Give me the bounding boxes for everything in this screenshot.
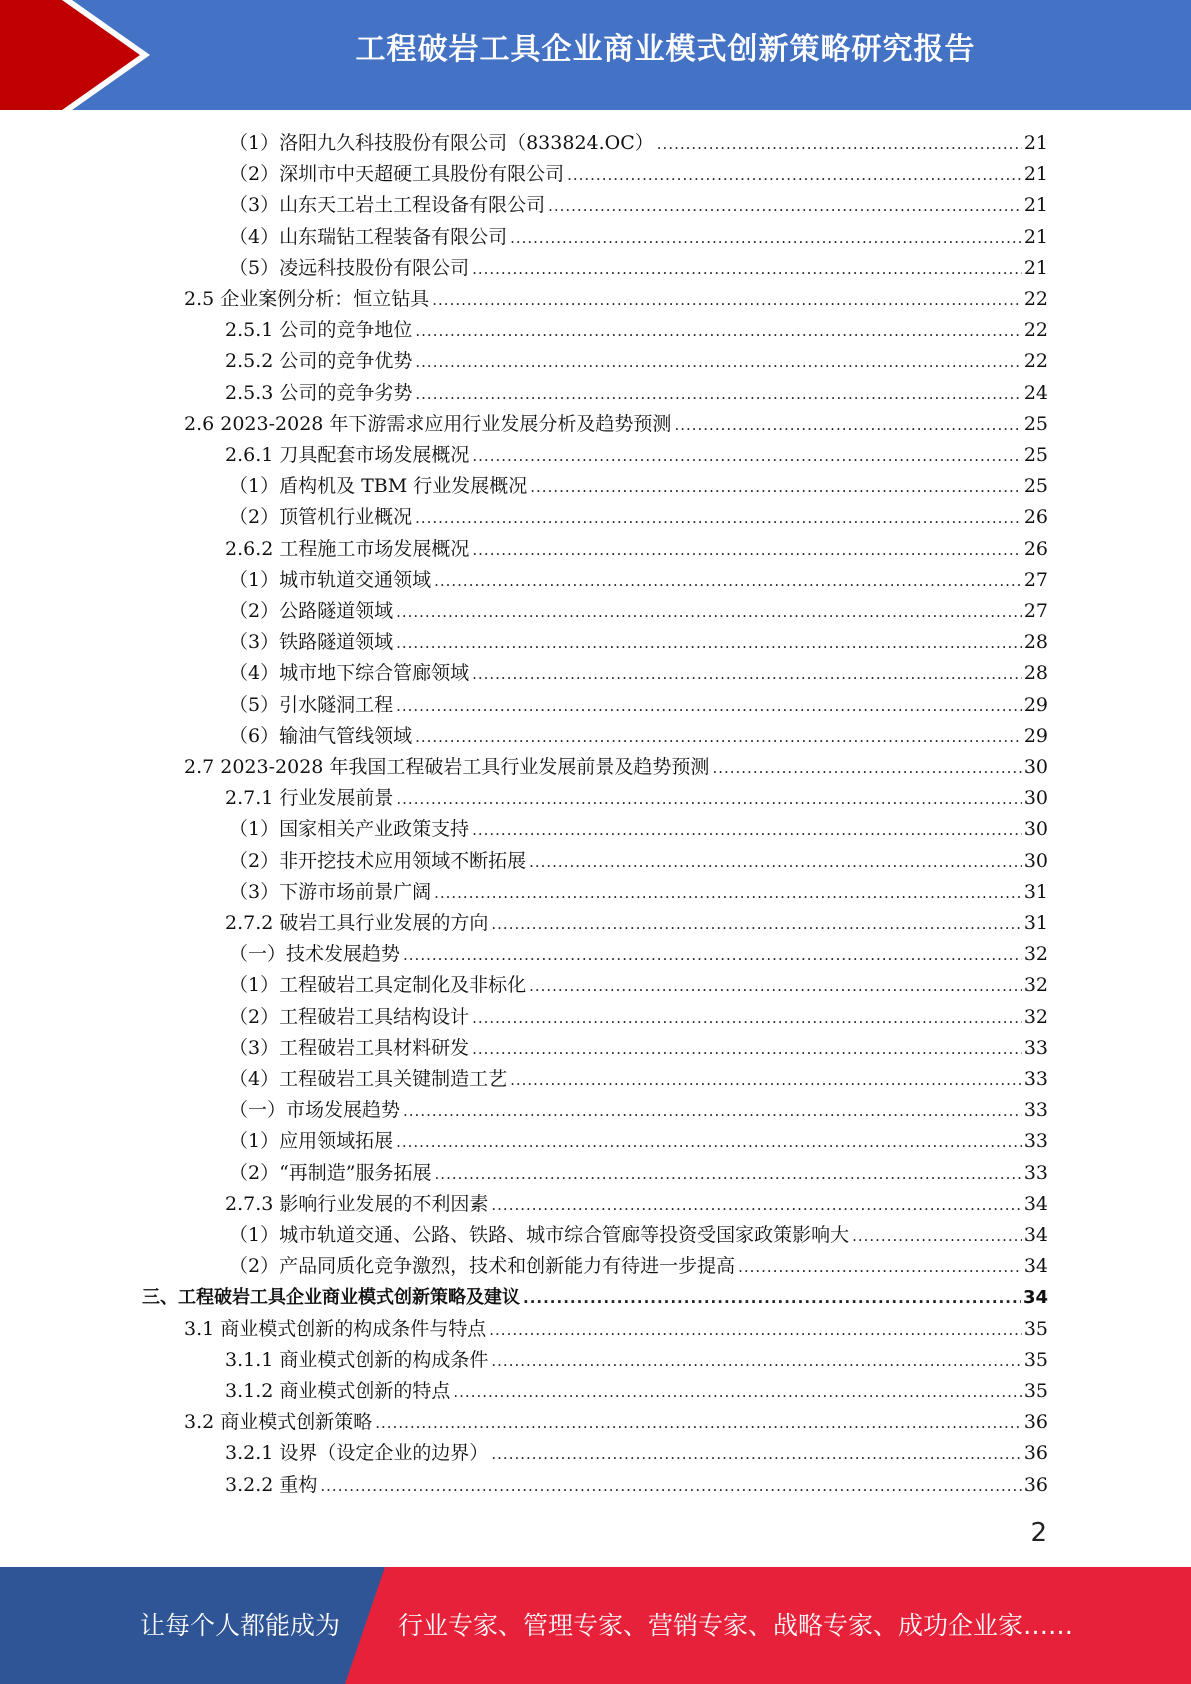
toc-leader-dots: [489, 1314, 1022, 1345]
toc-entry-page: 21: [1023, 225, 1048, 248]
toc-entry-label: 三、工程破岩工具企业商业模式创新策略及建议: [142, 1287, 520, 1309]
toc-leader-dots: [415, 721, 1022, 752]
toc-entry[interactable]: [229, 565, 1048, 596]
toc-entry-label: （1）盾构机及 TBM 行业发展概况: [229, 475, 528, 498]
toc-entry-label: （2）产品同质化竞争激烈，技术和创新能力有待进一步提高: [229, 1255, 736, 1278]
toc-entry[interactable]: [229, 658, 1048, 689]
toc-leader-dots: [434, 565, 1022, 596]
toc-entry-label: （1）洛阳九久科技股份有限公司（833824.OC）: [229, 132, 654, 154]
toc-entry[interactable]: [229, 253, 1048, 284]
toc-entry[interactable]: [229, 1158, 1048, 1189]
toc-entry[interactable]: [142, 1282, 1048, 1313]
toc-entry-page: 21: [1023, 194, 1048, 217]
toc-leader-dots: [472, 1002, 1022, 1033]
toc-entry-page: 24: [1023, 381, 1048, 404]
toc-entry-page: 26: [1023, 506, 1048, 529]
toc-entry[interactable]: [229, 970, 1048, 1001]
toc-entry[interactable]: [184, 1314, 1048, 1345]
toc-entry-label: 2.5.3 公司的竞争劣势: [225, 381, 413, 404]
toc-entry-page: 32: [1023, 974, 1048, 997]
toc-entry-page: 36: [1023, 1473, 1048, 1496]
toc-entry[interactable]: [229, 222, 1048, 253]
toc-leader-dots: [491, 1438, 1021, 1469]
toc-leader-dots: [375, 1407, 1022, 1438]
toc-leader-dots: [852, 1220, 1022, 1251]
page-footer: [0, 1567, 1191, 1684]
toc-leader-dots: [548, 190, 1022, 221]
toc-entry-page: 32: [1023, 1005, 1048, 1028]
toc-leader-dots: [432, 284, 1022, 315]
toc-entry-label: （3）山东天工岩土工程设备有限公司: [229, 194, 546, 217]
toc-leader-dots: [453, 1376, 1021, 1407]
toc-entry-label: 3.2.1 设界（设定企业的边界）: [225, 1442, 489, 1465]
toc-entry[interactable]: [229, 1002, 1048, 1033]
toc-entry-page: 35: [1023, 1380, 1048, 1402]
toc-entry-page: 32: [1023, 943, 1048, 966]
toc-entry[interactable]: [229, 1126, 1048, 1157]
toc-entry-page: 22: [1023, 319, 1048, 342]
toc-entry-label: （2）工程破岩工具结构设计: [229, 1005, 470, 1028]
footer-slogan-left: 让每个人都能成为: [140, 1611, 341, 1640]
toc-leader-dots: [738, 1251, 1022, 1282]
toc-entry[interactable]: [229, 721, 1048, 752]
toc-entry-page: 22: [1023, 288, 1048, 310]
toc-entry-page: 28: [1023, 631, 1048, 654]
toc-leader-dots: [674, 409, 1021, 440]
toc-entry-label: 3.2 商业模式创新策略: [184, 1411, 373, 1434]
toc-entry-label: （2）公路隧道领域: [229, 600, 394, 622]
toc-entry-label: 2.7.3 影响行业发展的不利因素: [225, 1192, 489, 1215]
toc-leader-dots: [415, 378, 1021, 409]
toc-leader-dots: [415, 315, 1021, 346]
page-header: [0, 0, 1191, 110]
toc-entry-page: 34: [1023, 1224, 1048, 1246]
toc-entry[interactable]: [225, 1376, 1048, 1407]
toc-entry-label: 2.5.2 公司的竞争优势: [225, 350, 413, 373]
toc-entry[interactable]: [229, 1064, 1048, 1095]
toc-leader-dots: [434, 877, 1022, 908]
toc-leader-dots: [523, 1282, 1021, 1313]
toc-entry-label: 2.7 2023-2028 年我国工程破岩工具行业发展前景及趋势预测: [184, 756, 710, 778]
toc-entry[interactable]: [229, 190, 1048, 221]
toc-entry-page: 21: [1023, 256, 1048, 279]
toc-entry[interactable]: [225, 315, 1048, 346]
toc-entry-label: （4）山东瑞钻工程装备有限公司: [229, 225, 508, 248]
document-title: 工程破岩工具企业商业模式创新策略研究报告: [355, 32, 976, 67]
toc-entry-page: 35: [1023, 1317, 1048, 1340]
toc-leader-dots: [491, 1189, 1021, 1220]
toc-entry-label: （2）深圳市中天超硬工具股份有限公司: [229, 163, 565, 186]
toc-leader-dots: [396, 690, 1022, 721]
toc-entry[interactable]: [229, 1220, 1048, 1251]
toc-entry-label: （1）应用领域拓展: [229, 1130, 394, 1153]
toc-leader-dots: [472, 658, 1022, 689]
toc-entry[interactable]: [225, 378, 1048, 409]
toc-entry-label: 2.5.1 公司的竞争地位: [225, 319, 413, 342]
toc-entry[interactable]: [184, 409, 1048, 440]
toc-leader-dots: [396, 627, 1022, 658]
toc-entry[interactable]: [229, 1251, 1048, 1282]
toc-leader-dots: [472, 440, 1021, 471]
toc-entry-label: （5）凌远科技股份有限公司: [229, 256, 470, 279]
toc-entry-page: 33: [1023, 1161, 1048, 1184]
toc-entry-page: 30: [1023, 849, 1048, 872]
toc-entry-page: 33: [1023, 1130, 1048, 1153]
toc-entry[interactable]: [225, 1438, 1048, 1469]
toc-entry[interactable]: [229, 128, 1048, 159]
toc-entry-page: 34: [1023, 1255, 1048, 1278]
toc-entry-label: （5）引水隧洞工程: [229, 693, 394, 716]
toc-entry-label: （1）城市轨道交通领域: [229, 568, 432, 591]
toc-entry-label: 2.5 企业案例分析：恒立钻具: [184, 288, 430, 310]
toc-entry[interactable]: [184, 752, 1048, 783]
toc-entry-page: 27: [1023, 600, 1048, 622]
toc-leader-dots: [529, 970, 1022, 1001]
toc-entry[interactable]: [225, 1189, 1048, 1220]
toc-entry[interactable]: [225, 440, 1048, 471]
toc-entry[interactable]: [229, 1033, 1048, 1064]
page-number: 2: [1030, 1518, 1047, 1548]
toc-entry-page: 33: [1023, 1068, 1048, 1090]
toc-entry[interactable]: [184, 1407, 1048, 1438]
toc-entry[interactable]: [184, 284, 1048, 315]
toc-entry-label: （3）铁路隧道领域: [229, 631, 394, 654]
toc-leader-dots: [491, 1345, 1021, 1376]
toc-leader-dots: [530, 471, 1022, 502]
toc-entry[interactable]: [229, 690, 1048, 721]
toc-entry-page: 33: [1023, 1099, 1048, 1122]
toc-leader-dots: [435, 1158, 1022, 1189]
toc-entry-page: 25: [1023, 444, 1048, 466]
toc-entry-label: 2.6.2 工程施工市场发展概况: [225, 537, 470, 560]
toc-entry-page: 30: [1023, 756, 1048, 778]
toc-entry-label: （1）工程破岩工具定制化及非标化: [229, 974, 527, 997]
toc-entry-page: 29: [1023, 724, 1048, 747]
toc-entry-label: 3.1 商业模式创新的构成条件与特点: [184, 1317, 487, 1340]
toc-entry-page: 28: [1023, 662, 1048, 685]
toc-entry-page: 30: [1023, 818, 1048, 841]
toc-entry[interactable]: [225, 1345, 1048, 1376]
toc-entry-label: （3）工程破岩工具材料研发: [229, 1036, 470, 1059]
toc-entry[interactable]: [229, 1095, 1048, 1126]
toc-leader-dots: [472, 534, 1021, 565]
toc-leader-dots: [396, 783, 1021, 814]
toc-leader-dots: [415, 346, 1021, 377]
toc-entry-page: 21: [1023, 163, 1048, 186]
toc-entry-page: 33: [1023, 1036, 1048, 1059]
toc-entry-page: 36: [1023, 1442, 1048, 1465]
toc-leader-dots: [510, 1064, 1022, 1095]
toc-entry[interactable]: [229, 939, 1048, 970]
toc-entry-page: 21: [1023, 132, 1048, 154]
toc-entry-page: 27: [1023, 568, 1048, 591]
toc-entry-page: 25: [1023, 475, 1048, 498]
toc-leader-dots: [510, 222, 1022, 253]
toc-entry-page: 22: [1023, 350, 1048, 373]
toc-leader-dots: [415, 502, 1022, 533]
toc-entry-label: （3）下游市场前景广阔: [229, 880, 432, 903]
toc-leader-dots: [403, 1095, 1022, 1126]
toc-entry-page: 34: [1022, 1287, 1048, 1309]
toc-entry-label: 3.1.2 商业模式创新的特点: [225, 1380, 451, 1402]
toc-entry-page: 34: [1023, 1192, 1048, 1215]
toc-entry[interactable]: [229, 814, 1048, 845]
toc-leader-dots: [320, 1470, 1021, 1501]
toc-leader-dots: [491, 908, 1021, 939]
header-arrow-decoration: [0, 0, 150, 110]
toc-entry-label: （4）城市地下综合管廊领域: [229, 662, 470, 685]
toc-leader-dots: [657, 128, 1022, 159]
toc-entry[interactable]: [229, 471, 1048, 502]
toc-entry[interactable]: [225, 1470, 1048, 1501]
toc-leader-dots: [396, 1126, 1022, 1157]
toc-leader-dots: [529, 846, 1022, 877]
toc-entry-page: 30: [1023, 787, 1048, 810]
toc-entry-label: 2.7.2 破岩工具行业发展的方向: [225, 912, 489, 934]
footer-slogan-right: 行业专家、管理专家、营销专家、战略专家、成功企业家……: [398, 1611, 1074, 1640]
toc-leader-dots: [472, 253, 1022, 284]
toc-entry-label: 2.7.1 行业发展前景: [225, 787, 394, 810]
toc-entry-label: （2）“再制造”服务拓展: [229, 1161, 432, 1184]
toc-entry[interactable]: [229, 502, 1048, 533]
toc-leader-dots: [472, 1033, 1022, 1064]
toc-leader-dots: [396, 596, 1022, 627]
toc-entry-page: 31: [1023, 880, 1048, 903]
toc-entry[interactable]: [229, 596, 1048, 627]
toc-entry[interactable]: [229, 159, 1048, 190]
toc-entry-label: 3.1.1 商业模式创新的构成条件: [225, 1348, 489, 1371]
toc-entry[interactable]: [225, 534, 1048, 565]
toc-entry[interactable]: [225, 346, 1048, 377]
toc-leader-dots: [472, 814, 1022, 845]
toc-entry-page: 25: [1023, 412, 1048, 435]
toc-leader-dots: [712, 752, 1021, 783]
toc-entry-label: 3.2.2 重构: [225, 1473, 318, 1496]
toc-entry-page: 26: [1023, 537, 1048, 560]
toc-entry-label: 2.6 2023-2028 年下游需求应用行业发展分析及趋势预测: [184, 412, 672, 435]
toc-entry-label: （1）城市轨道交通、公路、铁路、城市综合管廊等投资受国家政策影响大: [229, 1224, 850, 1246]
toc-leader-dots: [567, 159, 1022, 190]
toc-entry-label: （6）输油气管线领域: [229, 724, 413, 747]
toc-entry-label: （4）工程破岩工具关键制造工艺: [229, 1068, 508, 1090]
toc-entry-label: （1）国家相关产业政策支持: [229, 818, 470, 841]
toc-entry-page: 35: [1023, 1348, 1048, 1371]
toc-entry-label: （2）非开挖技术应用领域不断拓展: [229, 849, 527, 872]
toc-entry-page: 36: [1023, 1411, 1048, 1434]
toc-entry-label: （2）顶管机行业概况: [229, 506, 413, 529]
toc-entry-page: 29: [1023, 693, 1048, 716]
toc-entry-label: （一）技术发展趋势: [229, 943, 401, 966]
toc-entry[interactable]: [225, 783, 1048, 814]
toc-entry-label: （一）市场发展趋势: [229, 1099, 401, 1122]
toc-entry-label: 2.6.1 刀具配套市场发展概况: [225, 444, 470, 466]
toc-entry[interactable]: [229, 627, 1048, 658]
toc-entry[interactable]: [229, 846, 1048, 877]
toc-entry[interactable]: [225, 908, 1048, 939]
toc-entry-page: 31: [1023, 912, 1048, 934]
toc-entry[interactable]: [229, 877, 1048, 908]
toc-leader-dots: [403, 939, 1022, 970]
